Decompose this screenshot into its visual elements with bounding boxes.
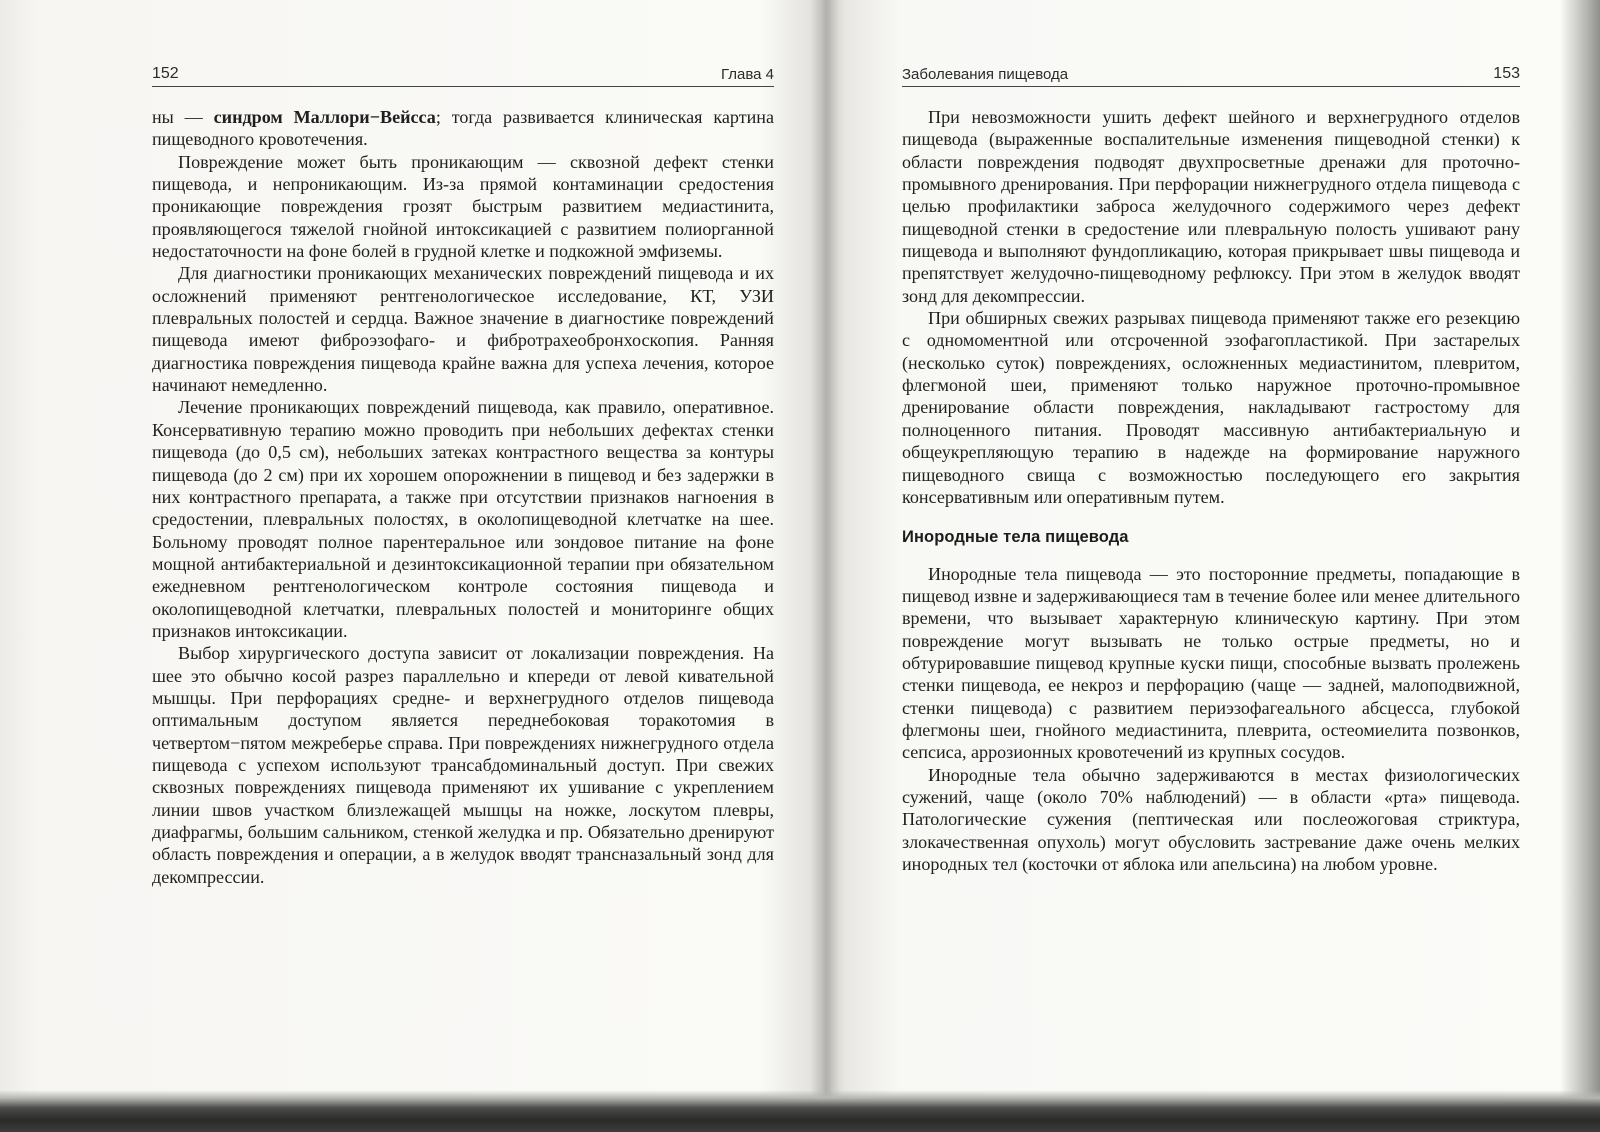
left-paragraph-4: Выбор хирургического доступа зависит от локализации повреждения. На шее это обычно косой разрез параллельно и кпереди от левой кивательной мышцы. При перфорациях средне- и верхнегрудного отделов пищевода оптимальным доступом является переднебоковая торакотомия в четвертом−пятом межреберье справа. При повреждениях нижнегрудного отдела пищевода с успехом используют трансабдоминальный доступ. При свежих сквозных повреждениях пищевода применяют их ушивание с укреплением линии швов участком близлежащей мышцы на ножке, лоскутом плевры, диафрагмы, большим сальником, стенкой желудка и пр. Обязательно дренируют область повреждения и операции, а в желудок вводят трансназальный зонд для декомпрессии.	[152, 643, 774, 887]
left-running-title: Глава 4	[720, 66, 774, 83]
book-gutter	[810, 0, 840, 1132]
section-heading: Инородные тела пищевода	[902, 528, 1129, 547]
right-paragraph-1: При невозможности ушить дефект шейного и верхнегрудного отделов пищевода (выраженные воспалительные изменения пищеводной стенки) к области повреждения подводят двухпросветные дренажи для проточно-промывного дренирования. При перфорации нижнегрудного отдела пищевода с целью профилактики заброса желудочного содержимого через дефект пищеводной стенки в средостение или плевральную полость ушивают рану пищевода и выполняют фундопликацию, которая прикрывает швы пищевода и препятствует желудочно-пищеводному рефлюксу. При этом в желудок вводят зонд для декомпрессии.	[902, 107, 1520, 306]
left-paragraph-continued	[152, 106, 774, 151]
left-paragraph-3: Лечение проникающих повреждений пищевода, как правило, оперативное. Консервативную терапию можно проводить при небольших дефектах стенки пищевода (до 0,5 см), небольших затеках контрастного вещества за контуры пищевода (до 2 см) при их хорошем опорожнении в пищевод и без задержки в них контрастного препарата, а также при отсутствии признаков нагноения в средостении, плевральных полостях, в околопищеводной клетчатке на шее. Больному проводят полное парентеральное или зондовое питание на фоне мощной антибактериальной и дезинтоксикационной терапии при обязательном ежедневном рентгенологическом контроле состояния пищевода и околопищеводной клетчатки, плевральных полостей и мониторинге общих признаков интоксикации.	[152, 397, 774, 641]
right-page	[902, 0, 1520, 1090]
right-paragraph-4: Инородные тела обычно задерживаются в местах физиологических сужений, чаще (около 70% наблюдений) — в области «рта» пищевода. Патологические сужения (пептическая или послеожоговая стриктура, злокачественная опухоль) могут обусловить застревание даже очень мелких инородных тел (косточки от яблока или апельсина) на любом уровне.	[902, 764, 1520, 874]
right-page-body	[902, 106, 1520, 875]
left-paragraph-2: Для диагностики проникающих механических повреждений пищевода и их осложнений применяют рентгенологическое исследование, КТ, УЗИ плевральных полостей и сердца. Важное значение в диагностике повреждений пищевода имеют фиброэзофаго- и фибротрахеобронхоскопия. Ранняя диагностика повреждения пищевода крайне важна для успеха лечения, которое начинают немедленно.	[152, 263, 774, 396]
left-page	[152, 0, 774, 1090]
left-running-head	[152, 64, 774, 87]
left-paragraph-1: Повреждение может быть проникающим — сквозной дефект стенки пищевода, и непроникающим. Из-за прямой контаминации средостения проникающие повреждения грозят быстрым развитием медиастинита, проявляющегося тяжелой гнойной интоксикацией с развитием полиорганной недостаточности на фоне болей в грудной клетке и подкожной эмфиземы.	[152, 151, 774, 262]
left-page-number: 152	[152, 65, 179, 82]
continued-text-lead: ны —	[152, 107, 214, 127]
right-paragraph-2: При обширных свежих разрывах пищевода применяют также его резекцию с одномоментной или отсроченной эзофагопластикой. При застарелых (несколько суток) повреждениях, осложненных медиастинитом, плевритом, флегмоной шеи, применяют только наружное проточно-промывное дренирование области повреждения, накладывают гастростому для полноценного питания. Проводят массивную антибактериальную и общеукрепляющую терапию в надежде на формирование наружного пищеводного свища с возможностью последующего его закрытия консервативным или оперативным путем.	[902, 308, 1520, 507]
left-page-body	[152, 106, 774, 888]
right-running-title: Заболевания пищевода	[902, 66, 1069, 83]
right-paragraph-3: Инородные тела пищевода — это посторонние предметы, попадающие в пищевод извне и задерживающиеся там в течение более или менее длительного времени, что вызывает характерную клиническую картину. При этом повреждение могут вызывать не только острые предметы, но и обтурировавшие пищевод крупные куски пищи, способные вызвать пролежень стенки пищевода, ее некроз и перфорацию (чаще — задней, малоподвижной, стенки пищевода) с развитием периэзофагеального абсцесса, глубокой флегмоны шеи, гнойного медиастинита, плеврита, остеомиелита позвонков, сепсиса, аррозионных кровотечений из крупных сосудов.	[902, 563, 1520, 763]
right-running-head	[902, 64, 1520, 87]
bold-term: синдром Маллори−Вейсса	[213, 107, 436, 127]
scan-bottom-edge	[0, 1090, 1600, 1132]
continued-text-rest: ; тогда развивается клиническая картина пищеводного кровотечения.	[152, 107, 775, 150]
right-page-number: 153	[1493, 65, 1520, 82]
